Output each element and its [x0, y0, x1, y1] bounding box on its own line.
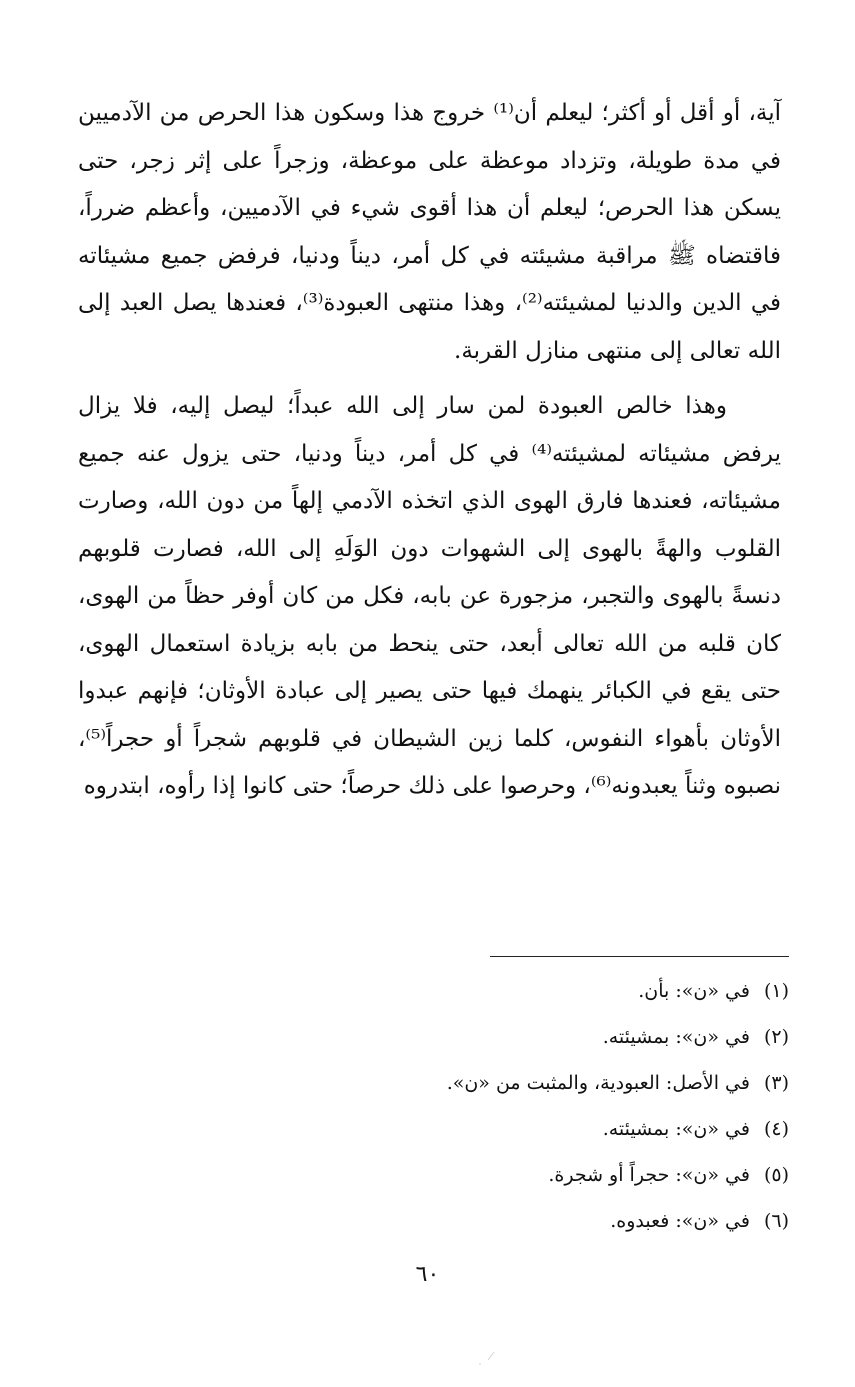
footnotes-list	[300, 968, 789, 1244]
footnote-text: في «ن»: فعبدوه.	[610, 1210, 750, 1232]
paragraph-2: وهذا خالص العبودة لمن سار إلى الله عبداً؛ ليصل إليه، فلا يزال يرفض مشيئاته لمشيئته⁽⁴⁾ في كل أمر، ديناً ودنيا، حتى يزول عنه جميع مشيئاته، فعندها فارق الهوى الذي اتخذه الآدمي إلهاً من دون الله، وصارت القلوب والهةً بالهوى إلى الشهوات دون الوَلَهِ إلى الله، فصارت قلوبهم دنسةً بالهوى والتجبر، مزجورة عن بابه، فكل من كان أوفر حظاً من الهوى، كان قلبه من الله تعالى أبعد، حتى ينحط من بابه بزيادة استعمال الهوى، حتى يقع في الكبائر ينهمك فيها حتى يصير إلى عبادة الأوثان؛ فإنهم عبدوا الأوثان بأهواء النفوس، كلما زين الشيطان في قلوبهم شجراً أو حجراً⁽⁵⁾، نصبوه وثناً يعبدونه⁽⁶⁾، وحرصوا على ذلك حرصاً؛ حتى كانوا إذا رأوه، ابتدروه	[78, 393, 781, 799]
footnote-number: (٣)	[763, 1072, 789, 1094]
footnote-text: في «ن»: بمشيئته.	[602, 1118, 750, 1140]
footnote-number: (٢)	[763, 1026, 789, 1048]
footnote-number: (٤)	[763, 1118, 789, 1140]
footnote-4	[300, 1106, 789, 1152]
footnote-number: (٦)	[763, 1210, 789, 1232]
footnote-text: في «ن»: حجراً أو شجرة.	[548, 1164, 750, 1186]
footnote-6	[300, 1198, 789, 1244]
footnote-text: في «ن»: بمشيئته.	[602, 1026, 750, 1048]
footnote-1	[300, 968, 789, 1014]
footnote-2	[300, 1014, 789, 1060]
paragraph-1: آية، أو أقل أو أكثر؛ ليعلم أن⁽¹⁾ خروج هذا وسكون هذا الحرص من الآدميين في مدة طويلة، وتزداد موعظة على موعظة، وزجراً على إثر زجر، حتى يسكن هذا الحرص؛ ليعلم أن هذا أقوى شيء في الآدميين، وأعظم ضرراً، فاقتضاه ﷺ مراقبة مشيئته في كل أمر، ديناً ودنيا، فرفض جميع مشيئاته في الدين والدنيا لمشيئته⁽²⁾، وهذا منتهى العبودة⁽³⁾، فعندها يصل العبد إلى الله تعالى إلى منتهى منازل القربة.	[78, 100, 781, 364]
scan-specks	[470, 1330, 510, 1370]
footnote-separator	[490, 956, 789, 957]
main-text	[78, 90, 781, 811]
footnote-3	[300, 1060, 789, 1106]
page-number: ٦٠	[415, 1262, 440, 1287]
footnote-text: في «ن»: بأن.	[638, 980, 750, 1002]
footnote-number: (١)	[763, 980, 789, 1002]
footnote-5	[300, 1152, 789, 1198]
footnote-text: في الأصل: العبودية، والمثبت من «ن».	[446, 1072, 750, 1094]
footnote-number: (٥)	[763, 1164, 789, 1186]
